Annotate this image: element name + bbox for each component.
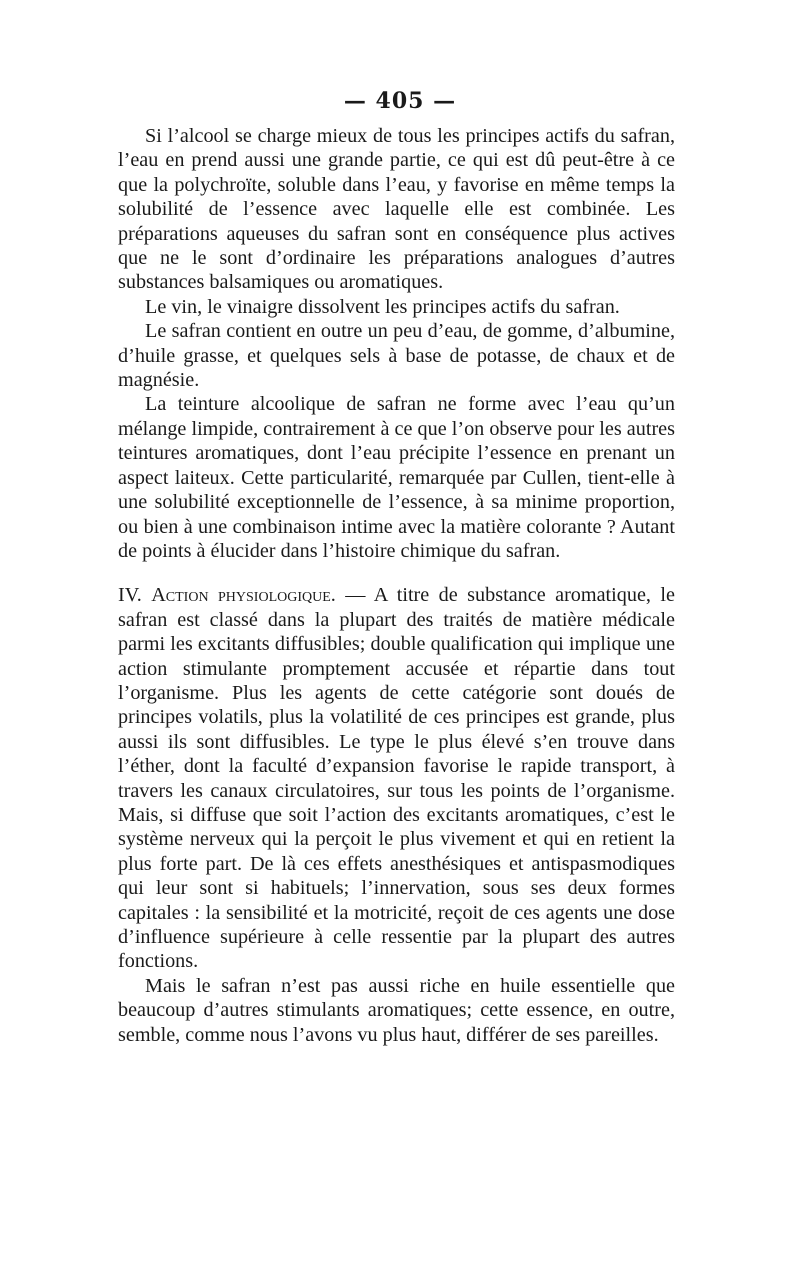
body-text (118, 124, 675, 1047)
section-text: — A titre de substance aromatique, le safran est classé dans la plupart des traités de matière médicale parmi les excitants diffusibles; double qualification qui implique une action stimulante promptement accusée et répartie dans tout l’organisme. Plus les agents de cette catégorie sont doués de principes volatils, plus la volatilité de ces principes est grande, plus aussi ils sont diffusibles. Le type le plus élevé s’en trouve dans l’éther, dont la faculté d’expansion favorise le rapide transport, à travers les canaux circulatoires, sur tous les points de l’organisme. Mais, si diffuse que soit l’action des excitants aromatiques, c’est le système nerveux qui la perçoit le plus vivement et qui en retient la plus forte part. De là ces effets anesthésiques et antispasmodiques qui leur sont si habituels; l’innervation, sous ses deux formes capitales : la sensibilité et la motricité, reçoit de ces agents une dose d’influence supérieure à celle ressentie par la plupart des autres fonctions. (118, 584, 675, 973)
section-number: IV. (118, 584, 142, 607)
paragraph-tincture: La teinture alcoolique de safran ne forme avec l’eau qu’un mélange limpide, contrairement à ce que l’on observe pour les autres teintures aromatiques, dont l’eau précipite l’essence en prenant un aspect laiteux. Cette particularité, remarquée par Cullen, tient-elle à une solubilité exceptionnelle de l’essence, à sa minime proportion, ou bien à une combinaison intime avec la matière colorante ? Autant de points à élucider dans l’histoire chimique du safran. (118, 393, 675, 562)
section-title: Action physiologique. (151, 584, 336, 607)
paragraph-essential-oil: Mais le safran n’est pas aussi riche en huile essentielle que beaucoup d’autres stimulants aromatiques; cette essence, en outre, semble, comme nous l’avons vu plus haut, différer de ses pareilles. (118, 974, 675, 1046)
paragraph-composition: Le safran contient en outre un peu d’eau, de gomme, d’albumine, d’huile grasse, et quelques sels à base de potasse, de chaux et de magnésie. (118, 320, 675, 392)
page-number: — 405 — (343, 88, 457, 114)
paragraph-alcohol-water: Si l’alcool se charge mieux de tous les principes actifs du safran, l’eau en prend aussi une grande partie, ce qui est dû peut-être à ce que la polychroïte, soluble dans l’eau, y favorise en même temps la solubilité de l’essence avec laquelle elle est combinée. Les préparations aqueuses du safran sont en conséquence plus actives que ne le sont d’ordinaire les préparations analogues d’autres substances balsamiques ou aromatiques. (118, 125, 675, 294)
paragraph-wine-vinegar: Le vin, le vinaigre dissolvent les principes actifs du safran. (145, 295, 620, 318)
section-physiological-action (118, 583, 675, 974)
